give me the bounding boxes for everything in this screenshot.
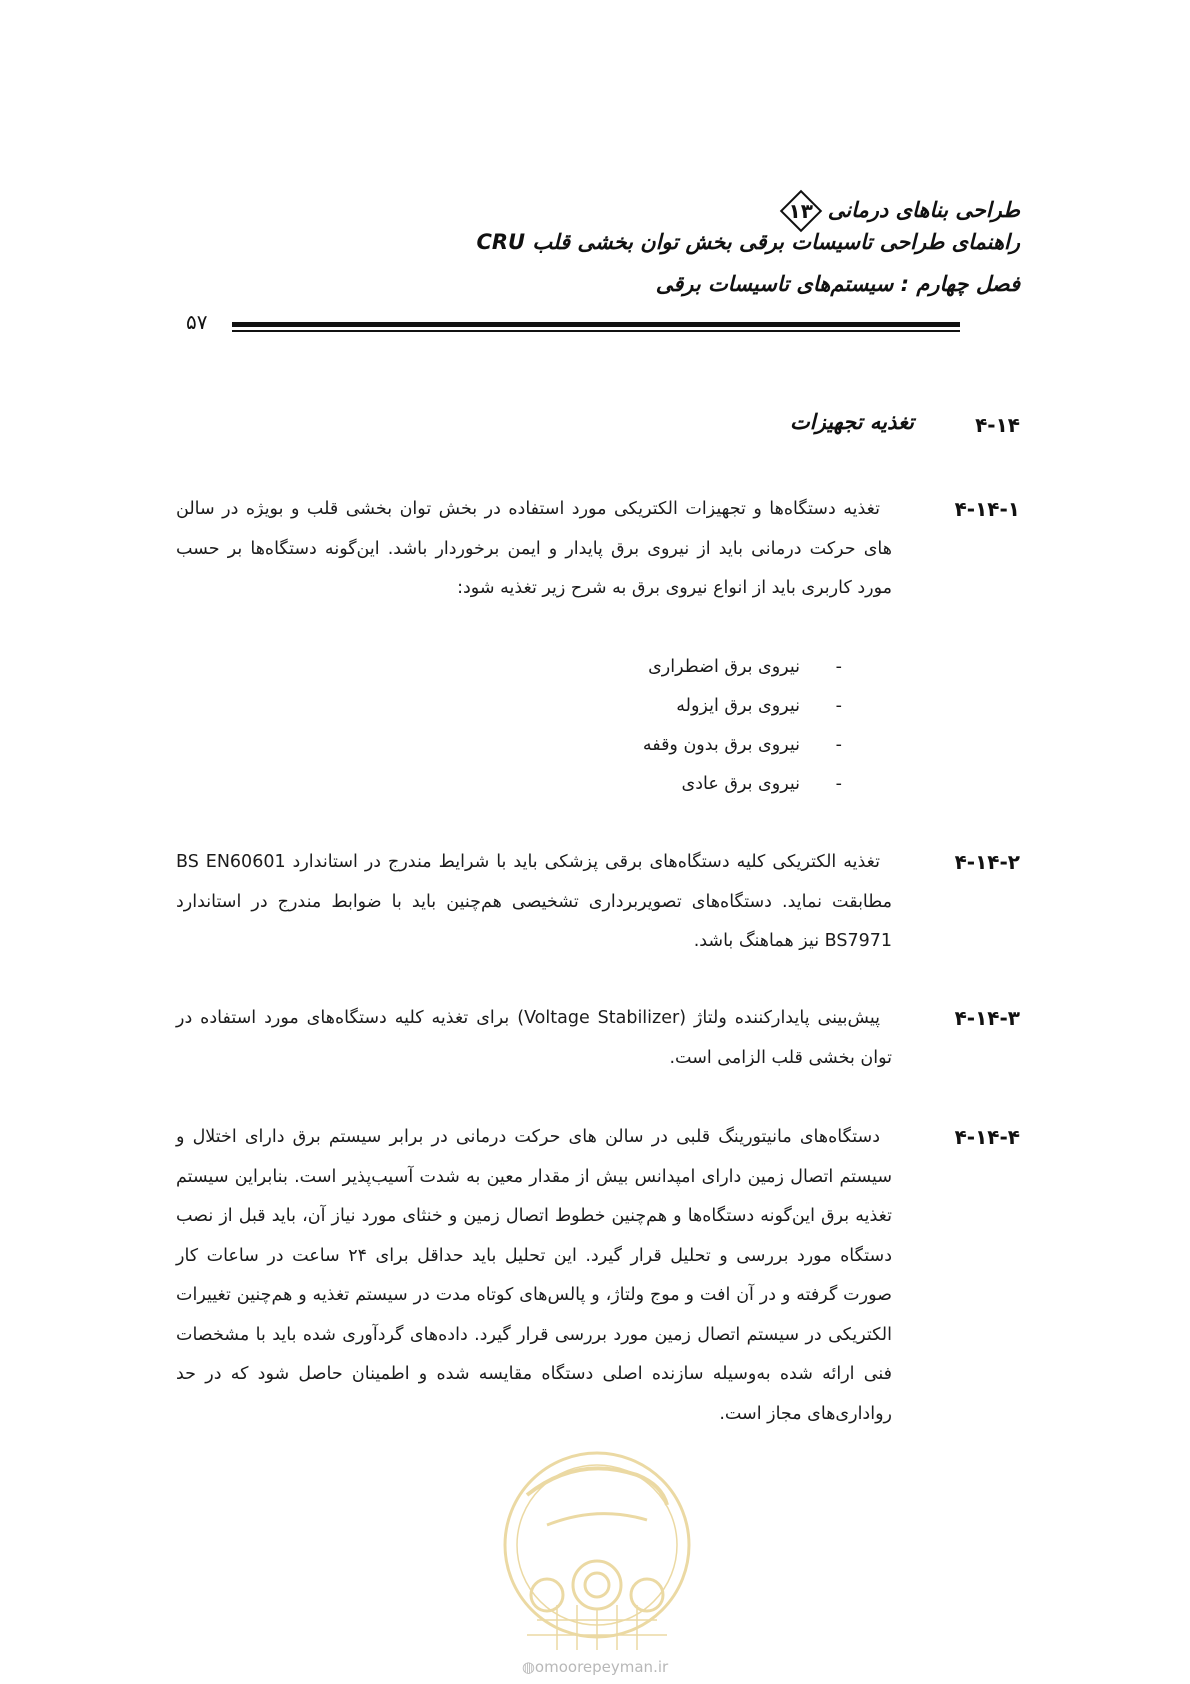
section-title: تغذیه تجهیزات (789, 410, 914, 434)
item-number: ۴-۱۴-۴ (954, 1125, 1020, 1149)
item-number: ۴-۱۴-۲ (954, 850, 1020, 874)
page-number: ۵۷ (186, 310, 208, 334)
list-item: -نیروی برق بدون وقفه (643, 726, 842, 765)
globe-icon: ◍ (521, 1658, 535, 1676)
book-title-line (774, 188, 1020, 234)
item-paragraph: تغذیه الکتریکی کلیه دستگاه‌های برقی پزشکی باید با شرایط مندرج در استاندارد BS EN60601 مطابقت نماید. دستگاه‌های تصویربرداری تشخیصی هم‌چنین باید با ضوابط مندرج در استاندارد BS7971 نیز هماهنگ باشد. (176, 852, 892, 951)
list-item: -نیروی برق ایزوله (643, 687, 842, 726)
list-item: -نیروی برق اضطراری (643, 648, 842, 687)
guide-title: راهنمای طراحی تاسیسات برقی بخش توان بخشی قلب CRU (476, 230, 1020, 254)
item-paragraph: پیش‌بینی پایدارکننده ولتاژ (Voltage Stabilizer) برای تغذیه کلیه دستگاه‌های مورد استفاده در توان بخشی قلب الزامی است. (176, 1008, 892, 1068)
item-number: ۴-۱۴-۱ (954, 497, 1020, 521)
item-paragraph: تغذیه دستگاه‌ها و تجهیزات الکتریکی مورد استفاده در بخش توان بخشی قلب و بویژه در سالن های حرکت درمانی باید از نیروی برق پایدار و ایمن برخوردار باشد. این‌گونه دستگاه‌ها بر حسب مورد کاربری باید از انواع نیروی برق به شرح زیر تغذیه شود: (176, 499, 892, 598)
dash-marker: - (835, 774, 842, 794)
power-types-list (643, 648, 842, 804)
watermark-logo (487, 1435, 707, 1675)
chapter-title: فصل چهارم : سیستم‌های تاسیسات برقی (655, 272, 1020, 296)
header-rule-thin (232, 330, 960, 332)
item-paragraph: دستگاه‌های مانیتورینگ قلبی در سالن های حرکت درمانی در برابر سیستم برق دارای اختلال و سیستم اتصال زمین دارای امپدانس بیش از مقدار معین به شدت آسیب‌پذیر است. بنابراین سیستم تغذیه برق این‌گونه دستگاه‌ها و هم‌چنین خطوط اتصال زمین و خنثای مورد نیاز آن، باید قبل از نصب دستگاه مورد بررسی و تحلیل قرار گیرد. این تحلیل باید حداقل برای ۲۴ ساعت در ساعات کار صورت گرفته و در آن افت و موج ولتاژ، و پالس‌های کوتاه مدت در سیستم تغذیه و هم‌چنین تغییرات الکتریکی در سیستم اتصال زمین مورد بررسی قرار گیرد. داده‌های گردآوری شده باید با مشخصات فنی ارائه شده به‌وسیله سازنده اصلی دستگاه مقایسه شده و اطمینان حاصل شود که در حد رواداری‌های مجاز است. (176, 1127, 892, 1424)
list-item: -نیروی برق عادی (643, 765, 842, 804)
dash-marker: - (835, 696, 842, 716)
section-number: ۴-۱۴ (975, 413, 1020, 437)
watermark-url: ◍omoorepeyman.ir (521, 1658, 669, 1676)
dash-marker: - (835, 735, 842, 755)
header-rule-thick (232, 322, 960, 327)
diamond-number-badge (778, 188, 824, 234)
item-number: ۴-۱۴-۳ (954, 1006, 1020, 1030)
dash-marker: - (835, 657, 842, 677)
book-title: طراحی بناهای درمانی (827, 198, 1020, 222)
book-number: ۱۳ (788, 199, 813, 223)
